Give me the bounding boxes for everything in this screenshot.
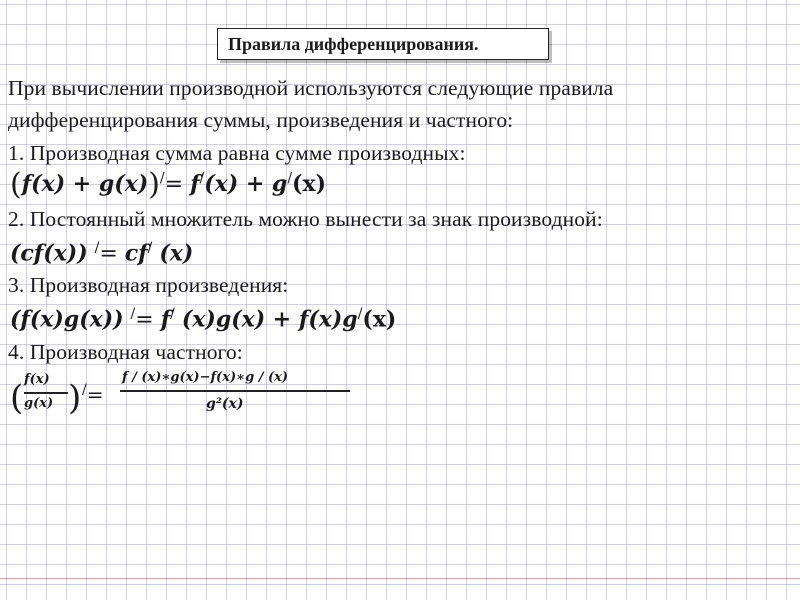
title-box [217, 28, 549, 60]
rule-3-text: 3. Производная произведения: [8, 273, 289, 297]
small-fraction-denominator: g(x) [24, 396, 54, 411]
formula-quotient-rule [10, 370, 370, 430]
left-paren: ( [10, 378, 24, 418]
formula1-lhs: f(x) + g(x) [21, 171, 149, 197]
rule-4-text: 4. Производная частного: [8, 340, 243, 364]
rule-1-text: 1. Производная сумма равна сумме производных: [8, 141, 466, 165]
rule-2-text: 2. Постоянный множитель можно вынести за знак производной: [8, 207, 603, 231]
notebook-margin-line [0, 578, 800, 579]
small-fraction-bar [24, 392, 68, 394]
formula-product-rule: (f(x)g(x)) /= f/ (x)g(x) + f(x)g/(x) [10, 306, 397, 333]
page-title: Правила дифференцирования. [228, 33, 479, 54]
formula-sum-rule: (f(x) + g(x))/= f/(x) + g/(x) [10, 167, 326, 202]
right-paren: ) [68, 378, 82, 418]
intro-line-1: При вычислении производной используются следующие правила [8, 76, 614, 100]
quotient-denominator: g²(x) [206, 396, 244, 412]
formula-constant-rule: (cf(x)) /= cf/ (x) [10, 240, 194, 267]
quotient-numerator: f / (x)∗g(x)−f(x)∗g / (x) [122, 370, 289, 385]
quotient-fraction-bar [120, 390, 350, 392]
intro-line-2: дифференцирования суммы, произведения и частного: [8, 108, 514, 132]
small-fraction-numerator: f(x) [24, 372, 50, 387]
prime-equals: /= [82, 382, 104, 407]
